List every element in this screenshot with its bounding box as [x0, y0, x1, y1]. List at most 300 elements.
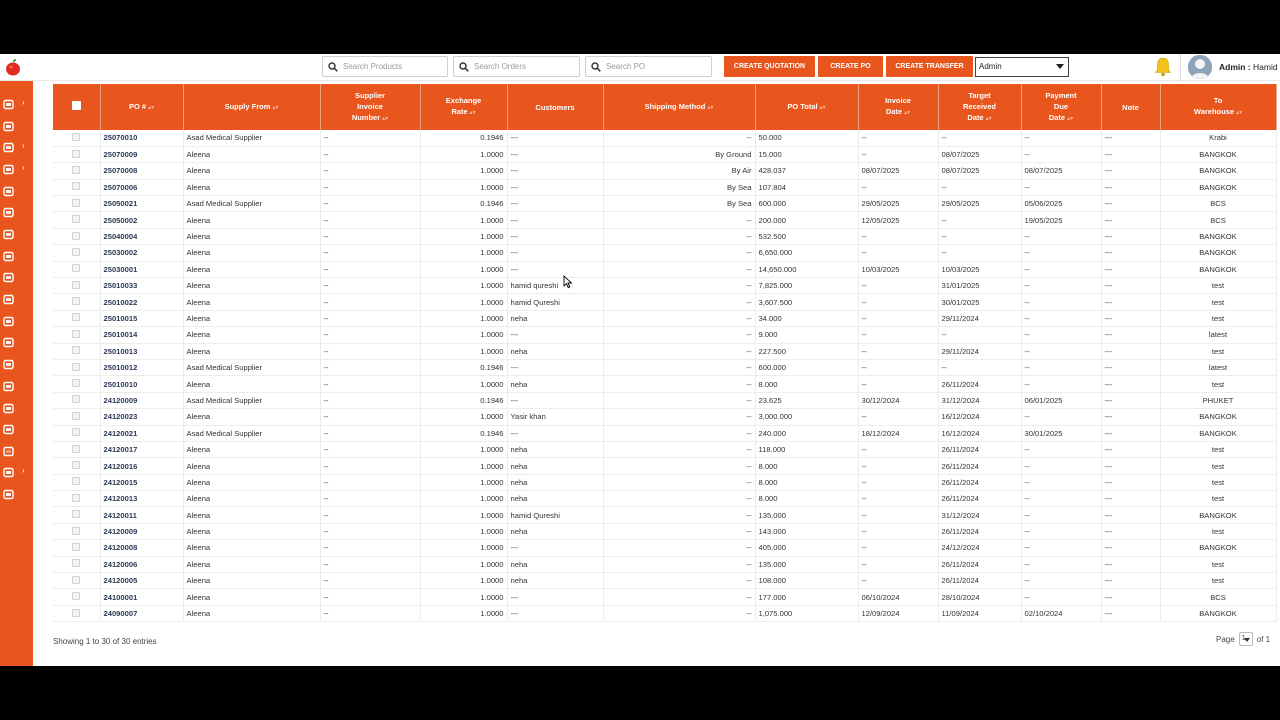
table-row[interactable]: [53, 245, 1276, 261]
table-row[interactable]: [53, 425, 1276, 441]
row-checkbox[interactable]: [72, 264, 80, 272]
table-row[interactable]: [53, 294, 1276, 310]
cell-supplier-invoice-number: --: [320, 294, 420, 310]
role-select-value: Admin: [979, 62, 1002, 71]
page-select[interactable]: 1: [1239, 632, 1253, 646]
row-checkbox[interactable]: [72, 592, 80, 600]
sort-icon[interactable]: ▴▾: [272, 104, 279, 111]
cell-to-warehouse: test: [1160, 573, 1276, 589]
cell-supply-from: Aleena: [183, 310, 320, 326]
cell-supplier-invoice-number: --: [320, 523, 420, 539]
cell-shipping-method: --: [603, 130, 755, 146]
row-select-cell: [53, 179, 100, 195]
store-icon[interactable]: [3, 270, 15, 282]
cell-shipping-method: --: [603, 376, 755, 392]
create-po-button[interactable]: CREATE PO: [818, 56, 883, 77]
ledger-icon[interactable]: [3, 401, 15, 413]
cell-shipping-method: --: [603, 409, 755, 425]
cell-customer: ---: [507, 196, 603, 212]
chevron-right-icon[interactable]: ›: [22, 141, 25, 150]
cell-customer: neha: [507, 441, 603, 457]
headset-icon[interactable]: [3, 97, 15, 109]
table-row[interactable]: [53, 343, 1276, 359]
table-row[interactable]: [53, 523, 1276, 539]
sort-icon[interactable]: ▴▾: [469, 110, 476, 116]
cell-exchange-rate: 1.0000: [420, 474, 507, 490]
sort-icon[interactable]: ▴▾: [1236, 110, 1243, 116]
header-payment-due-date[interactable]: [1021, 84, 1101, 130]
row-checkbox[interactable]: [72, 445, 80, 453]
cell-po-total: 108.000: [755, 573, 858, 589]
cell-po-total: 8.000: [755, 474, 858, 490]
cell-target-received-date: 29/05/2025: [938, 196, 1021, 212]
cell-customer: ---: [507, 228, 603, 244]
cell-supplier-invoice-number: --: [320, 261, 420, 277]
table-row[interactable]: [53, 491, 1276, 507]
table-row[interactable]: [53, 507, 1276, 523]
cell-note: ---: [1101, 359, 1160, 375]
cell-po-number[interactable]: 25010015: [100, 310, 183, 326]
row-checkbox[interactable]: [72, 527, 80, 535]
row-checkbox[interactable]: [72, 330, 80, 338]
cell-note: ---: [1101, 245, 1160, 261]
cell-note: ---: [1101, 491, 1160, 507]
cell-exchange-rate: 1.0000: [420, 327, 507, 343]
table-row[interactable]: [53, 376, 1276, 392]
chevron-right-icon[interactable]: ›: [22, 466, 25, 475]
row-select-cell: [53, 228, 100, 244]
sort-icon[interactable]: ▴▾: [985, 115, 992, 122]
cell-payment-due-date: --: [1021, 491, 1101, 507]
cell-exchange-rate: 0.1946: [420, 392, 507, 408]
cell-target-received-date: 10/03/2025: [938, 261, 1021, 277]
row-checkbox[interactable]: [72, 182, 80, 190]
row-select-cell: [53, 376, 100, 392]
hand-icon[interactable]: [3, 379, 15, 391]
cell-payment-due-date: --: [1021, 474, 1101, 490]
boxes-icon[interactable]: [3, 227, 15, 239]
cell-note: ---: [1101, 376, 1160, 392]
cell-po-total: 135.000: [755, 507, 858, 523]
cell-invoice-date: --: [858, 359, 938, 375]
cell-po-number[interactable]: 24090007: [100, 605, 183, 621]
header-label: PO Total: [787, 101, 818, 111]
bell-icon[interactable]: [1154, 57, 1172, 77]
gear-icon[interactable]: [3, 465, 15, 477]
table-row[interactable]: [53, 179, 1276, 195]
cell-po-number[interactable]: 24120023: [100, 409, 183, 425]
cell-to-warehouse: BANGKOK: [1160, 425, 1276, 441]
header-note[interactable]: [1101, 84, 1160, 130]
cell-supply-from: Aleena: [183, 376, 320, 392]
cell-po-number[interactable]: 24120021: [100, 425, 183, 441]
header-po-total[interactable]: [755, 84, 858, 130]
row-select-cell: [53, 359, 100, 375]
po-table-container: [53, 84, 1277, 622]
mouse-cursor-icon: [563, 275, 573, 289]
cell-target-received-date: --: [938, 245, 1021, 261]
cell-supplier-invoice-number: --: [320, 343, 420, 359]
cell-supply-from: Aleena: [183, 261, 320, 277]
search-products-box[interactable]: [322, 56, 448, 77]
header-label: Shipping Method: [644, 101, 706, 111]
cell-po-number[interactable]: 25010013: [100, 343, 183, 359]
shield-icon[interactable]: [3, 140, 15, 152]
avatar[interactable]: [1188, 55, 1212, 79]
cell-exchange-rate: 1.0000: [420, 458, 507, 474]
page-label: Page: [1216, 634, 1235, 644]
table-row[interactable]: [53, 409, 1276, 425]
table-row[interactable]: [53, 605, 1276, 621]
table-row[interactable]: [53, 196, 1276, 212]
table-row[interactable]: [53, 212, 1276, 228]
search-icon: [328, 62, 338, 72]
cell-po-number[interactable]: 25050002: [100, 212, 183, 228]
page-of-label: of 1: [1256, 634, 1271, 644]
header-exchange-rate[interactable]: [420, 84, 507, 130]
cell-note: ---: [1101, 278, 1160, 294]
cell-payment-due-date: --: [1021, 573, 1101, 589]
table-row[interactable]: [53, 261, 1276, 277]
cell-supplier-invoice-number: --: [320, 507, 420, 523]
cell-supplier-invoice-number: --: [320, 589, 420, 605]
header-label: Date: [885, 107, 903, 116]
cell-target-received-date: 26/11/2024: [938, 376, 1021, 392]
cell-po-number[interactable]: 24120009: [100, 392, 183, 408]
table-row[interactable]: [53, 540, 1276, 556]
cell-po-number[interactable]: 24120013: [100, 491, 183, 507]
cart-icon[interactable]: [3, 292, 15, 304]
card-icon[interactable]: [3, 249, 15, 261]
row-checkbox[interactable]: [72, 363, 80, 371]
cell-note: ---: [1101, 310, 1160, 326]
cell-po-total: 3,607.500: [755, 294, 858, 310]
row-checkbox[interactable]: [72, 199, 80, 207]
cell-exchange-rate: 1.0000: [420, 376, 507, 392]
cell-po-number[interactable]: 25050021: [100, 196, 183, 212]
row-checkbox[interactable]: [72, 494, 80, 502]
cell-shipping-method: --: [603, 491, 755, 507]
row-checkbox[interactable]: [72, 215, 80, 223]
cell-customer: neha: [507, 310, 603, 326]
header-label: Note: [1122, 102, 1139, 112]
row-select-cell: [53, 261, 100, 277]
cell-invoice-date: --: [858, 556, 938, 572]
cell-invoice-date: --: [858, 327, 938, 343]
cell-customer: neha: [507, 376, 603, 392]
cell-to-warehouse: BCS: [1160, 212, 1276, 228]
cell-target-received-date: 08/07/2025: [938, 163, 1021, 179]
cell-target-received-date: --: [938, 359, 1021, 375]
cell-po-total: 8.000: [755, 376, 858, 392]
header-supply-from[interactable]: [183, 84, 320, 130]
search-products-input[interactable]: [343, 62, 447, 71]
cell-note: ---: [1101, 392, 1160, 408]
user-prefix: Admin :: [1219, 62, 1251, 72]
cell-to-warehouse: test: [1160, 491, 1276, 507]
cell-target-received-date: 24/12/2024: [938, 540, 1021, 556]
role-select[interactable]: [975, 57, 1069, 77]
cell-shipping-method: --: [603, 523, 755, 539]
sort-icon[interactable]: ▴▾: [382, 115, 389, 122]
sort-icon[interactable]: ▴▾: [819, 104, 826, 111]
cell-target-received-date: 28/10/2024: [938, 589, 1021, 605]
row-checkbox[interactable]: [72, 609, 80, 617]
cell-payment-due-date: --: [1021, 261, 1101, 277]
cell-po-number[interactable]: 24120016: [100, 458, 183, 474]
cell-payment-due-date: --: [1021, 294, 1101, 310]
document-icon[interactable]: [3, 184, 15, 196]
row-checkbox[interactable]: [72, 412, 80, 420]
cell-po-number[interactable]: 24120017: [100, 441, 183, 457]
layers-icon[interactable]: [3, 357, 15, 369]
cell-customer: neha: [507, 458, 603, 474]
header-label: Invoice: [357, 101, 383, 111]
cell-po-number[interactable]: 24120008: [100, 540, 183, 556]
select-all-checkbox[interactable]: [72, 101, 81, 110]
cell-invoice-date: --: [858, 458, 938, 474]
entries-info: Showing 1 to 30 of 30 entries: [53, 637, 157, 646]
cell-to-warehouse: test: [1160, 278, 1276, 294]
cell-exchange-rate: 0.1946: [420, 196, 507, 212]
row-select-cell: [53, 441, 100, 457]
table-row[interactable]: [53, 359, 1276, 375]
create-transfer-button[interactable]: CREATE TRANSFER: [886, 56, 973, 77]
header-select-all[interactable]: [53, 84, 100, 130]
cell-supply-from: Aleena: [183, 409, 320, 425]
cell-invoice-date: --: [858, 507, 938, 523]
create-quotation-button[interactable]: CREATE QUOTATION: [724, 56, 815, 77]
table-row[interactable]: [53, 146, 1276, 162]
row-checkbox[interactable]: [72, 281, 80, 289]
row-checkbox[interactable]: [72, 395, 80, 403]
row-checkbox[interactable]: [72, 166, 80, 174]
cell-customer: hamid Qureshi: [507, 507, 603, 523]
cell-payment-due-date: --: [1021, 130, 1101, 146]
chevron-right-icon[interactable]: ›: [22, 163, 25, 172]
cell-to-warehouse: BANGKOK: [1160, 163, 1276, 179]
apple-logo-icon[interactable]: [5, 58, 21, 76]
cell-po-total: 177.000: [755, 589, 858, 605]
cell-po-number[interactable]: 25010022: [100, 294, 183, 310]
cell-po-number[interactable]: 24120011: [100, 507, 183, 523]
search-po-box[interactable]: [585, 56, 712, 77]
cell-shipping-method: --: [603, 507, 755, 523]
warehouse-icon[interactable]: [3, 119, 15, 131]
cell-customer: ---: [507, 327, 603, 343]
row-checkbox[interactable]: [72, 133, 80, 141]
row-checkbox[interactable]: [72, 150, 80, 158]
cell-supplier-invoice-number: --: [320, 327, 420, 343]
cell-supplier-invoice-number: --: [320, 458, 420, 474]
cell-exchange-rate: 1.0000: [420, 163, 507, 179]
header-label: Customers: [535, 102, 575, 112]
cell-supplier-invoice-number: --: [320, 196, 420, 212]
cell-customer: ---: [507, 261, 603, 277]
cell-po-number[interactable]: 24120009: [100, 523, 183, 539]
row-select-cell: [53, 409, 100, 425]
cell-shipping-method: By Sea: [603, 179, 755, 195]
cell-target-received-date: 26/11/2024: [938, 441, 1021, 457]
cell-po-number[interactable]: 25070010: [100, 130, 183, 146]
header-customers[interactable]: [507, 84, 603, 130]
po-table: [53, 84, 1277, 622]
cell-po-number[interactable]: 24120006: [100, 556, 183, 572]
sort-icon[interactable]: ▴▾: [707, 104, 714, 111]
table-row[interactable]: [53, 589, 1276, 605]
table-row[interactable]: [53, 130, 1276, 146]
cell-supply-from: Aleena: [183, 212, 320, 228]
header-label: Date: [967, 112, 984, 122]
cell-po-number[interactable]: 25010010: [100, 376, 183, 392]
cell-payment-due-date: --: [1021, 278, 1101, 294]
cell-exchange-rate: 1.0000: [420, 294, 507, 310]
cell-po-number[interactable]: 25040004: [100, 228, 183, 244]
cell-supplier-invoice-number: --: [320, 441, 420, 457]
cell-payment-due-date: --: [1021, 540, 1101, 556]
row-select-cell: [53, 474, 100, 490]
header-po[interactable]: [100, 84, 183, 130]
row-checkbox[interactable]: [72, 559, 80, 567]
header-supplier-invoice[interactable]: [320, 84, 420, 130]
cell-po-number[interactable]: 24120005: [100, 573, 183, 589]
cell-invoice-date: --: [858, 278, 938, 294]
cell-to-warehouse: latest: [1160, 327, 1276, 343]
cell-target-received-date: 16/12/2024: [938, 425, 1021, 441]
cell-supplier-invoice-number: --: [320, 540, 420, 556]
cell-exchange-rate: 1.0000: [420, 212, 507, 228]
row-checkbox[interactable]: [72, 313, 80, 321]
table-row[interactable]: [53, 392, 1276, 408]
cell-exchange-rate: 1.0000: [420, 589, 507, 605]
row-checkbox[interactable]: [72, 477, 80, 485]
edit-icon[interactable]: [3, 314, 15, 326]
book-icon[interactable]: [3, 335, 15, 347]
search-orders-box[interactable]: [453, 56, 580, 77]
cell-note: ---: [1101, 294, 1160, 310]
row-checkbox[interactable]: [72, 510, 80, 518]
row-checkbox[interactable]: [72, 379, 80, 387]
cell-po-number[interactable]: 25030002: [100, 245, 183, 261]
sort-icon[interactable]: ▴▾: [148, 104, 155, 111]
transfer-icon[interactable]: [3, 422, 15, 434]
cell-supply-from: Aleena: [183, 491, 320, 507]
po-table-body: [53, 130, 1276, 622]
cell-po-total: 9.000: [755, 327, 858, 343]
cell-po-number[interactable]: 25070009: [100, 146, 183, 162]
cell-to-warehouse: test: [1160, 523, 1276, 539]
row-checkbox[interactable]: [72, 346, 80, 354]
clipboard-icon[interactable]: [3, 487, 15, 499]
row-checkbox[interactable]: [72, 232, 80, 240]
header-target-received-date[interactable]: [938, 84, 1021, 130]
cell-supply-from: Aleena: [183, 179, 320, 195]
cell-po-number[interactable]: 25070006: [100, 179, 183, 195]
header-shipping-method[interactable]: [603, 84, 755, 130]
table-row[interactable]: [53, 327, 1276, 343]
cell-supply-from: Aleena: [183, 441, 320, 457]
cell-payment-due-date: --: [1021, 458, 1101, 474]
row-checkbox[interactable]: [72, 543, 80, 551]
table-row[interactable]: [53, 310, 1276, 326]
sort-icon[interactable]: ▴▾: [1067, 115, 1074, 122]
cell-to-warehouse: test: [1160, 294, 1276, 310]
header-label: Supplier: [354, 90, 385, 100]
row-checkbox[interactable]: [72, 248, 80, 256]
row-checkbox[interactable]: [72, 428, 80, 436]
cell-po-number[interactable]: 25010033: [100, 278, 183, 294]
cell-to-warehouse: BANGKOK: [1160, 261, 1276, 277]
cell-invoice-date: --: [858, 540, 938, 556]
cell-invoice-date: 12/09/2024: [858, 605, 938, 621]
cell-po-number[interactable]: 24100001: [100, 589, 183, 605]
cell-supplier-invoice-number: --: [320, 310, 420, 326]
header-invoice-date[interactable]: [858, 84, 938, 130]
row-select-cell: [53, 425, 100, 441]
header-to-warehouse[interactable]: [1160, 84, 1276, 130]
table-row[interactable]: [53, 556, 1276, 572]
table-row[interactable]: [53, 228, 1276, 244]
truck-icon[interactable]: [3, 205, 15, 217]
cell-invoice-date: 30/12/2024: [858, 392, 938, 408]
table-row[interactable]: [53, 163, 1276, 179]
row-checkbox[interactable]: [72, 297, 80, 305]
cell-shipping-method: --: [603, 212, 755, 228]
cell-po-number[interactable]: 25030001: [100, 261, 183, 277]
cell-po-total: 532.500: [755, 228, 858, 244]
cell-shipping-method: --: [603, 294, 755, 310]
cell-invoice-date: --: [858, 376, 938, 392]
header-label: Exchange: [445, 96, 482, 105]
row-checkbox[interactable]: [72, 461, 80, 469]
table-row[interactable]: [53, 474, 1276, 490]
cell-customer: ---: [507, 605, 603, 621]
header-label: Received: [963, 101, 996, 111]
cell-payment-due-date: --: [1021, 245, 1101, 261]
row-checkbox[interactable]: [72, 576, 80, 584]
search-orders-input[interactable]: [474, 62, 579, 71]
flask-icon[interactable]: [3, 162, 15, 174]
pencil-icon[interactable]: [3, 444, 15, 456]
cell-shipping-method: --: [603, 589, 755, 605]
search-po-input[interactable]: [606, 62, 711, 71]
cell-po-number[interactable]: 24120015: [100, 474, 183, 490]
sort-icon[interactable]: ▴▾: [904, 110, 911, 116]
row-select-cell: [53, 523, 100, 539]
chevron-right-icon[interactable]: ›: [22, 98, 25, 107]
cell-target-received-date: --: [938, 179, 1021, 195]
cell-exchange-rate: 1.0000: [420, 245, 507, 261]
cell-to-warehouse: BCS: [1160, 196, 1276, 212]
row-select-cell: [53, 458, 100, 474]
cell-po-number[interactable]: 25010012: [100, 359, 183, 375]
table-row[interactable]: [53, 573, 1276, 589]
table-row[interactable]: [53, 458, 1276, 474]
table-row[interactable]: [53, 441, 1276, 457]
cell-po-number[interactable]: 25010014: [100, 327, 183, 343]
cell-exchange-rate: 0.1946: [420, 359, 507, 375]
cell-customer: ---: [507, 179, 603, 195]
cell-invoice-date: --: [858, 130, 938, 146]
user-label[interactable]: [1219, 62, 1278, 72]
table-row[interactable]: [53, 278, 1276, 294]
cell-target-received-date: --: [938, 212, 1021, 228]
cell-to-warehouse: test: [1160, 458, 1276, 474]
cell-exchange-rate: 0.1946: [420, 130, 507, 146]
header-label: Number: [351, 112, 381, 122]
cell-po-number[interactable]: 25070008: [100, 163, 183, 179]
cell-note: ---: [1101, 409, 1160, 425]
